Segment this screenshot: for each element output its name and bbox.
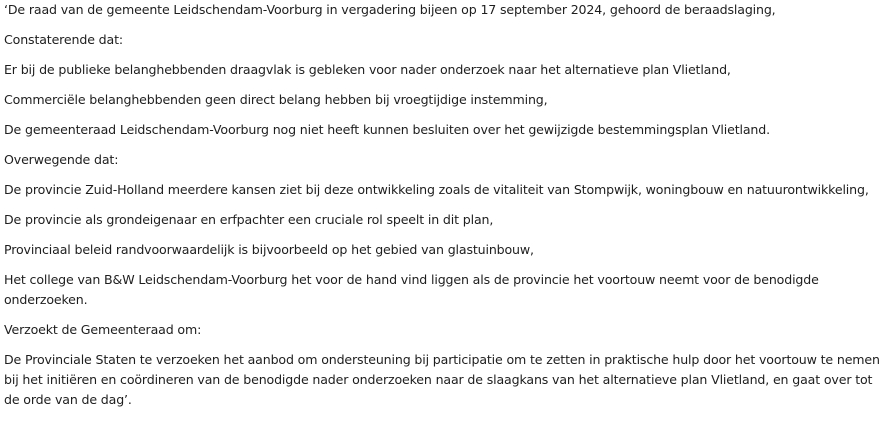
heading-verzoekt: Verzoekt de Gemeenteraad om: — [4, 322, 202, 337]
opening-paragraph: ‘De raad van de gemeente Leidschendam-Voorburg in vergadering bijeen op 17 september 2024, gehoord de beraadslaging, — [4, 2, 776, 17]
consideration-paragraph-3: Provinciaal beleid randvoorwaardelijk is bijvoorbeeld op het gebied van glastuinbouw, — [4, 242, 534, 257]
finding-paragraph-1: Er bij de publieke belanghebbenden draagvlak is gebleken voor nader onderzoek naar het alternatieve plan Vlietland, — [4, 62, 731, 77]
heading-overwegende: Overwegende dat: — [4, 152, 119, 167]
request-paragraph: De Provinciale Staten te verzoeken het aanbod om ondersteuning bij participatie om te zetten in praktische hulp door het voortouw te nemen bij het initiëren en coördineren van de benodigde nader onderzoeken naar de slaagkans van het alternatieve plan Vlietland, en gaat over tot de orde van de dag’. — [4, 352, 880, 407]
heading-constaterende: Constaterende dat: — [4, 32, 123, 47]
finding-paragraph-3: De gemeenteraad Leidschendam-Voorburg nog niet heeft kunnen besluiten over het gewijzigde bestemmingsplan Vlietland. — [4, 122, 770, 137]
consideration-paragraph-2: De provincie als grondeigenaar en erfpachter een cruciale rol speelt in dit plan, — [4, 212, 494, 227]
finding-paragraph-2: Commerciële belanghebbenden geen direct belang hebben bij vroegtijdige instemming, — [4, 92, 548, 107]
consideration-paragraph-1: De provincie Zuid-Holland meerdere kansen ziet bij deze ontwikkeling zoals de vitaliteit van Stompwijk, woningbouw en natuurontwikkeling, — [4, 182, 869, 197]
consideration-paragraph-4: Het college van B&W Leidschendam-Voorburg het voor de hand vind liggen als de provincie het voortouw neemt voor de benodigde onderzoeken. — [4, 272, 819, 307]
